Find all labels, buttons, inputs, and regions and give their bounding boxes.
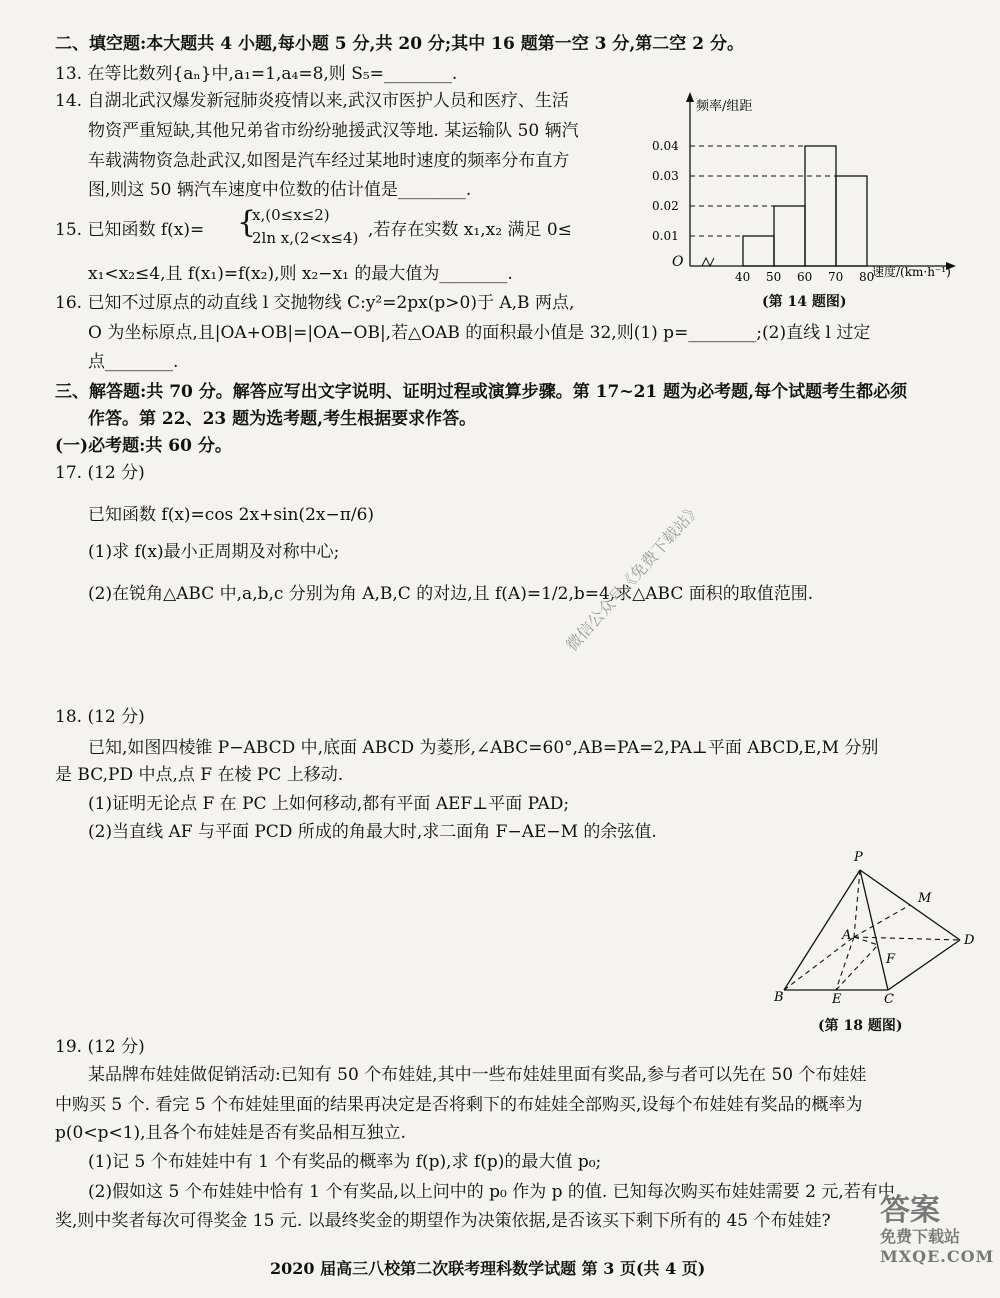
- question-19-line-3: p(0<p<1),且各个布娃娃是否有奖品相互独立.: [55, 1123, 406, 1143]
- question-19-line-2: 中购买 5 个. 看完 5 个布娃娃里面的结果再决定是否将剩下的布娃娃全部购买,设每个布娃娃有奖品的概率为: [55, 1095, 863, 1115]
- segment-EF: [836, 945, 878, 990]
- figure-18-caption: (第 18 题图): [818, 1018, 903, 1034]
- segment-AE: [836, 937, 854, 990]
- figure-14-histogram: [650, 88, 990, 288]
- question-16-line-3: 点________.: [88, 352, 179, 372]
- segment-AM: [854, 905, 910, 937]
- question-19-line-1: 某品牌布娃娃做促销活动:已知有 50 个布娃娃,其中一些布娃娃里面有奖品,参与者可以先在 50 个布娃娃: [88, 1065, 867, 1085]
- question-13: 13. 在等比数列{aₙ}中,a₁=1,a₄=8,则 S₅=________.: [55, 64, 458, 84]
- edge-PA: [854, 870, 860, 937]
- vertex-label-F: F: [886, 952, 896, 967]
- question-14-line-3: 车载满物资急赴武汉,如图是汽车经过某地时速度的频率分布直方: [88, 151, 570, 171]
- watermark: 微信公众号《免费下载站》: [562, 499, 705, 655]
- question-15-line-2: x₁<x₂≤4,且 f(x₁)=f(x₂),则 x₂−x₁ 的最大值为________.: [88, 264, 513, 284]
- y-tick-label: 0.01: [652, 229, 679, 243]
- question-19-header: 19. (12 分): [55, 1037, 145, 1057]
- question-18-line-3: (1)证明无论点 F 在 PC 上如何移动,都有平面 AEF⊥平面 PAD;: [88, 794, 570, 814]
- question-14-line-4: 图,则这 50 辆汽车速度中位数的估计值是________.: [88, 180, 472, 200]
- page-footer: 2020 届高三八校第二次联考理科数学试题 第 3 页(共 4 页): [270, 1259, 706, 1278]
- question-19-line-6: 奖,则中奖者每次可得奖金 15 元. 以最终奖金的期望作为决策依据,是否该买下剩下所有的 45 个布娃娃?: [55, 1211, 831, 1231]
- vertex-label-E: E: [832, 992, 842, 1007]
- y-axis-label: 频率/组距: [696, 99, 753, 114]
- question-19-line-5: (2)假如这 5 个布娃娃中恰有 1 个有奖品,以上问中的 p₀ 作为 p 的值. 已知每次购买布娃娃需要 2 元,若有中: [88, 1182, 895, 1202]
- y-tick-label: 0.04: [652, 139, 679, 153]
- question-15-tail: ,若存在实数 x₁,x₂ 满足 0≤: [368, 220, 572, 240]
- vertex-label-A: A: [842, 928, 852, 943]
- axis-break: [702, 258, 714, 266]
- figure-14-caption: (第 14 题图): [762, 294, 847, 310]
- question-14-line-1: 14. 自湖北武汉爆发新冠肺炎疫情以来,武汉市医护人员和医疗、生活: [55, 91, 569, 111]
- vertex-label-D: D: [964, 933, 975, 948]
- x-tick-label: 80: [859, 270, 875, 284]
- histogram-bar-50-60: [774, 206, 805, 266]
- vertex-label-P: P: [854, 850, 863, 865]
- vertex-label-M: M: [918, 891, 932, 906]
- question-19-line-4: (1)记 5 个布娃娃中有 1 个有奖品的概率为 f(p),求 f(p)的最大值 p₀;: [88, 1152, 602, 1172]
- x-tick-label: 60: [797, 270, 813, 284]
- question-16-line-2: O 为坐标原点,且|OA+OB|=|OA−OB|,若△OAB 的面积最小值是 32,则(1) p=________;(2)直线 l 过定: [88, 323, 871, 343]
- question-16-line-1: 16. 已知不过原点的动直线 l 交抛物线 C:y²=2px(p>0)于 A,B 两点,: [55, 293, 575, 313]
- figure-18-pyramid: [770, 845, 980, 1020]
- edge-CD: [888, 940, 960, 990]
- histogram-bar-70-80: [836, 176, 867, 266]
- question-17-line-1: 已知函数 f(x)=cos 2x+sin(2x−π/6): [88, 505, 375, 525]
- question-17-line-3: (2)在锐角△ABC 中,a,b,c 分别为角 A,B,C 的对边,且 f(A)=1/2,b=4,求△ABC 面积的取值范围.: [88, 584, 814, 604]
- question-18-header: 18. (12 分): [55, 707, 145, 727]
- question-17-header: 17. (12 分): [55, 463, 145, 483]
- section-3-subtitle: (一)必考题:共 60 分。: [55, 436, 232, 456]
- section-2-title: 二、填空题:本大题共 4 小题,每小题 5 分,共 20 分;其中 16 题第一空 3 分,第二空 2 分。: [55, 34, 744, 54]
- x-axis-label: 速度/(km·h⁻¹): [872, 265, 951, 279]
- vertex-label-C: C: [884, 992, 894, 1007]
- vertex-label-B: B: [774, 990, 784, 1005]
- question-14-line-2: 物资严重短缺,其他兄弟省市纷纷驰援武汉等地. 某运输队 50 辆汽: [88, 121, 579, 141]
- y-tick-label: 0.02: [652, 199, 679, 213]
- y-tick-label: 0.03: [652, 169, 679, 183]
- piecewise-case-2: 2ln x,(2<x≤4): [252, 229, 359, 247]
- question-17-line-2: (1)求 f(x)最小正周期及对称中心;: [88, 542, 340, 562]
- x-tick-label: 70: [828, 270, 844, 284]
- edge-AD: [854, 937, 960, 940]
- piecewise-brace: {: [237, 205, 257, 240]
- site-logo: 答案 免费下载站 MXQE.COM: [880, 1193, 995, 1266]
- section-3-title: 三、解答题:共 70 分。解答应写出文字说明、证明过程或演算步骤。第 17~21 题为必考题,每个试题考生都必须: [55, 382, 908, 402]
- y-axis-arrow: [686, 92, 694, 102]
- question-18-line-1: 已知,如图四棱锥 P−ABCD 中,底面 ABCD 为菱形,∠ABC=60°,AB=PA=2,PA⊥平面 ABCD,E,M 分别: [88, 738, 879, 758]
- histogram-bar-40-50: [743, 236, 774, 266]
- x-tick-label: 50: [766, 270, 782, 284]
- question-18-line-2: 是 BC,PD 中点,点 F 在棱 PC 上移动.: [55, 765, 344, 785]
- x-tick-label: 40: [735, 270, 751, 284]
- piecewise-case-1: x,(0≤x≤2): [252, 206, 330, 224]
- question-18-line-4: (2)当直线 AF 与平面 PCD 所成的角最大时,求二面角 F−AE−M 的余弦值.: [88, 822, 657, 842]
- section-3-line-2: 作答。第 22、23 题为选考题,考生根据要求作答。: [88, 409, 477, 429]
- question-15-lead: 15. 已知函数 f(x)=: [55, 220, 205, 240]
- histogram-bar-60-70: [805, 146, 836, 266]
- origin-label: O: [672, 254, 684, 270]
- edge-PC: [860, 870, 888, 990]
- segment-AF: [854, 937, 878, 945]
